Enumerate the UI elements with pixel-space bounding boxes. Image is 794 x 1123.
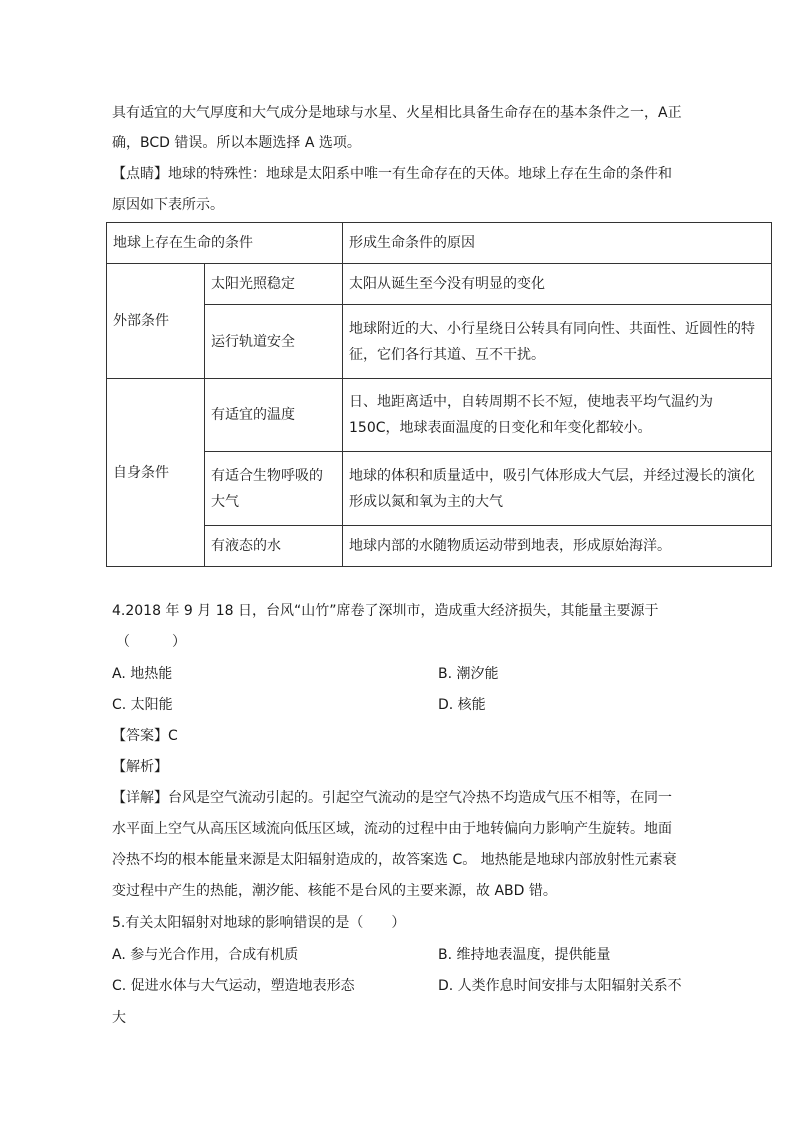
q5-option-c: C. 促进水体与大气运动，塑造地表形态 <box>112 978 355 994</box>
q4-stem: 4.2018 年 9 月 18 日，台风“山竹”席卷了深圳市，造成重大经济损失，其能量主要源于 <box>112 603 659 619</box>
point-line <box>112 164 672 184</box>
condition-cell: 运行轨道安全 <box>205 305 343 379</box>
q4-detail-line-2: 水平面上空气从高压区域流向低压区域，流动的过程中由于地转偏向力影响产生旋转。地面 <box>112 821 672 837</box>
q4-detail-line-3: 冷热不均的根本能量来源是太阳辐射造成的，故答案选 C。 地热能是地球内部放射性元素衰 <box>112 852 677 868</box>
q4-blank: （ ） <box>116 634 186 650</box>
q4-option-a: A. 地热能 <box>112 666 173 682</box>
q5-stem: 5.有关太阳辐射对地球的影响错误的是（ ） <box>112 915 406 931</box>
q4-option-d: D. 核能 <box>438 697 486 713</box>
condition-cell: 有液态的水 <box>205 526 343 567</box>
q5-option-d-wrap: 大 <box>112 1010 126 1026</box>
condition-cell: 有适宜的温度 <box>205 379 343 452</box>
reason-cell: 地球内部的水随物质运动带到地表，形成原始海洋。 <box>343 526 772 567</box>
q5-option-d: D. 人类作息时间安排与太阳辐射关系不 <box>438 978 682 994</box>
intro-line-1: 具有适宜的大气厚度和大气成分是地球与水星、火星相比具备生命存在的基本条件之一，A正 <box>112 105 682 121</box>
reason-cell: 地球的体积和质量适中，吸引气体形成大气层，并经过漫长的演化形成以氮和氧为主的大气 <box>343 452 772 526</box>
reason-cell: 太阳从诞生至今没有明显的变化 <box>343 264 772 305</box>
reason-cell: 地球附近的大、小行星绕日公转具有同向性、共面性、近圆性的特征，它们各行其道、互不干扰。 <box>343 305 772 379</box>
answer-value: C <box>168 728 178 744</box>
q4-detail-line-1 <box>112 788 672 808</box>
q5-option-b: B. 维持地表温度，提供能量 <box>438 947 611 963</box>
condition-cell: 有适合生物呼吸的大气 <box>205 452 343 526</box>
q4-option-b: B. 潮汐能 <box>438 666 499 682</box>
q4-option-c: C. 太阳能 <box>112 697 173 713</box>
header-reason: 形成生命条件的原因 <box>343 223 772 264</box>
detail-label: 【详解】 <box>112 790 168 806</box>
intro-line-2: 确，BCD 错误。所以本题选择 A 选项。 <box>112 135 361 151</box>
point-line-2: 原因如下表所示。 <box>112 197 224 213</box>
point-text: 地球的特殊性：地球是太阳系中唯一有生命存在的天体。地球上存在生命的条件和 <box>168 166 672 182</box>
condition-cell: 太阳光照稳定 <box>205 264 343 305</box>
header-condition: 地球上存在生命的条件 <box>107 223 343 264</box>
life-conditions-table <box>106 222 772 567</box>
q4-answer <box>112 726 178 746</box>
reason-cell: 日、地距离适中，自转周期不长不短，使地表平均气温约为 150C，地球表面温度的日变化和年变化都较小。 <box>343 379 772 452</box>
q4-analysis-label: 【解析】 <box>112 759 168 775</box>
detail-text: 台风是空气流动引起的。引起空气流动的是空气冷热不均造成气压不相等，在同一 <box>168 790 672 806</box>
external-label: 外部条件 <box>107 264 205 379</box>
point-label: 【点睛】 <box>112 166 168 182</box>
q5-option-a: A. 参与光合作用，合成有机质 <box>112 947 299 963</box>
q4-detail-line-4: 变过程中产生的热能，潮汐能、核能不是台风的主要来源，故 ABD 错。 <box>112 883 557 899</box>
internal-label: 自身条件 <box>107 379 205 567</box>
answer-label: 【答案】 <box>112 728 168 744</box>
